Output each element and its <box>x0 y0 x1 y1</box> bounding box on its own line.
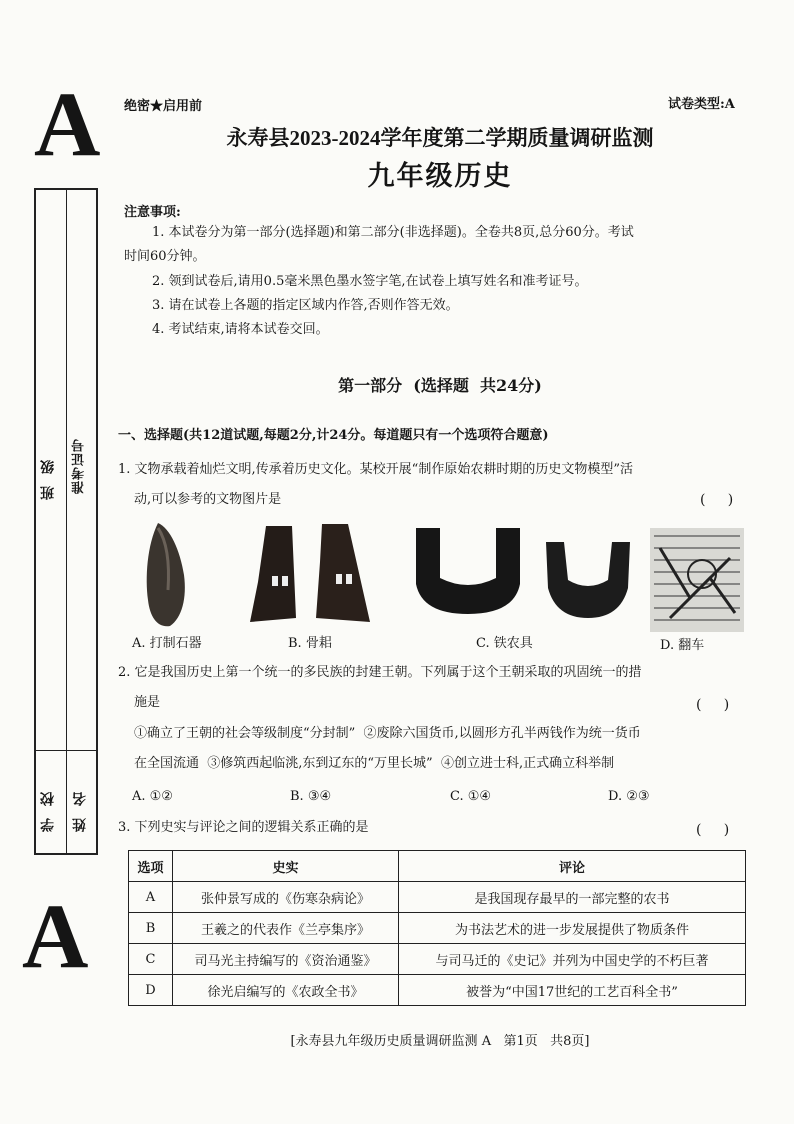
iron-tool-image-1 <box>414 526 522 616</box>
q2-option-c: C. ①④ <box>450 789 492 804</box>
table-cell-fact: 王羲之的代表作《兰亭集序》 <box>173 913 399 944</box>
exam-subtitle: 九年级历史 <box>367 161 513 191</box>
bone-spade-image <box>248 522 372 626</box>
exam-number-field-label: 准考证号 <box>72 438 87 494</box>
confidential-label: 绝密★启用前 <box>124 99 203 114</box>
table-row <box>129 913 746 944</box>
part1-heading: 第一部分 (选择题 共24分) <box>338 376 542 395</box>
q2-option-a: A. ①② <box>132 789 173 804</box>
note-line-4: 4. 考试结束,请将本试卷交回。 <box>152 322 329 337</box>
table-cell-option: B <box>129 913 173 944</box>
water-wheel-image <box>650 528 744 632</box>
paper-type-label: 试卷类型:A <box>668 97 735 112</box>
info-box-divider-horizontal <box>36 750 96 751</box>
note-line-1-cont: 时间60分钟。 <box>124 249 206 264</box>
q3-answer-bracket[interactable]: ( ) <box>696 822 730 838</box>
school-field-label: 学校 <box>40 780 56 832</box>
table-header-row <box>129 851 746 882</box>
table-cell-comment: 为书法艺术的进一步发展提供了物质条件 <box>399 913 746 944</box>
table-header-option: 选项 <box>129 851 173 882</box>
q2-answer-bracket[interactable]: ( ) <box>696 697 730 713</box>
table-cell-fact: 徐光启编写的《农政全书》 <box>173 975 399 1006</box>
q1-option-b: B. 骨耜 <box>288 636 332 651</box>
q2-option-b: B. ③④ <box>290 789 332 804</box>
table-row <box>129 882 746 913</box>
q1-text-line1: 1. 文物承载着灿烂文明,传承着历史文化。某校开展“制作原始农耕时期的历史文物模型”活 <box>118 462 633 477</box>
table-cell-option: C <box>129 944 173 975</box>
q3-comparison-table <box>128 850 746 1006</box>
table-cell-comment: 与司马迁的《史记》并列为中国史学的不朽巨著 <box>399 944 746 975</box>
q3-text: 3. 下列史实与评论之间的逻辑关系正确的是 <box>118 820 369 835</box>
q2-statements-line2: 在全国流通 ③修筑西起临洮,东到辽东的“万里长城” ④创立进士科,正式确立科举制 <box>134 756 615 771</box>
table-cell-option: D <box>129 975 173 1006</box>
q2-statements-line1: ①确立了王朝的社会等级制度“分封制” ②废除六国货币,以圆形方孔半两钱作为统一货币 <box>134 726 641 741</box>
exam-title: 永寿县2023-2024学年度第二学期质量调研监测 <box>226 126 654 150</box>
note-line-2: 2. 领到试卷后,请用0.5毫米黑色墨水签字笔,在试卷上填写姓名和准考证号。 <box>152 274 588 289</box>
q1-text-line2: 动,可以参考的文物图片是 <box>134 492 282 507</box>
page-footer: [永寿县九年级历史质量调研监测 A 第1页 共8页] <box>290 1034 590 1049</box>
q1-option-c: C. 铁农具 <box>476 636 533 651</box>
note-line-1: 1. 本试卷分为第一部分(选择题)和第二部分(非选择题)。全卷共8页,总分60分。考试 <box>152 225 634 240</box>
q1-option-d: D. 翻车 <box>660 638 705 653</box>
paper-type-mark-bottom: A <box>22 885 89 987</box>
q1-answer-bracket[interactable]: ( ) <box>700 492 734 508</box>
table-cell-comment: 被誉为“中国17世纪的工艺百科全书” <box>399 975 746 1006</box>
table-cell-comment: 是我国现存最早的一部完整的农书 <box>399 882 746 913</box>
q2-text-line1: 2. 它是我国历史上第一个统一的多民族的封建王朝。下列属于这个王朝采取的巩固统一的措 <box>118 665 642 680</box>
table-cell-fact: 张仲景写成的《伤寒杂病论》 <box>173 882 399 913</box>
notes-heading: 注意事项: <box>124 205 181 220</box>
note-line-3: 3. 请在试卷上各题的指定区域内作答,否则作答无效。 <box>152 298 459 313</box>
paper-type-mark-top: A <box>34 73 101 175</box>
table-row <box>129 975 746 1006</box>
q2-option-d: D. ②③ <box>608 789 650 804</box>
class-field-label: 班级 <box>40 448 56 500</box>
table-cell-option: A <box>129 882 173 913</box>
table-row <box>129 944 746 975</box>
q2-text-line2: 施是 <box>134 695 161 710</box>
table-cell-fact: 司马光主持编写的《资治通鉴》 <box>173 944 399 975</box>
iron-tool-image-2 <box>544 540 632 620</box>
info-box-divider-vertical <box>66 190 67 853</box>
table-header-comment: 评论 <box>399 851 746 882</box>
name-field-label: 姓名 <box>72 780 88 832</box>
part1-instruction: 一、选择题(共12道试题,每题2分,计24分。每道题只有一个选项符合题意) <box>118 428 549 443</box>
student-info-box <box>34 188 98 855</box>
q1-option-a: A. 打制石器 <box>132 636 202 651</box>
stone-tool-image <box>140 520 190 630</box>
table-header-fact: 史实 <box>173 851 399 882</box>
